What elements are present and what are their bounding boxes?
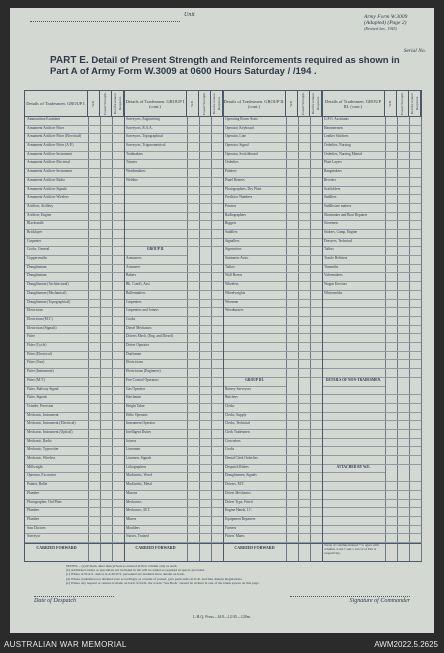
trade-row: Welders (124, 178, 223, 187)
trade-row: Machinists, Wood (124, 473, 223, 482)
trade-row: Textile Refitters (322, 256, 421, 265)
group-divider (322, 91, 323, 561)
trade-row: Surveyors, Trigonometrical (124, 143, 223, 152)
trade-row (322, 508, 421, 517)
trade-row (322, 317, 421, 326)
trade-row: Armament Artificer Fitter (25, 126, 124, 135)
trade-row: Artificer, Engine (25, 213, 124, 222)
trade-row: Grinder, Precision (25, 404, 124, 413)
trade-row: Helio Operator (124, 413, 223, 422)
trade-row: Cooks, General (25, 247, 124, 256)
trade-row: Fitter (Instrument) (25, 369, 124, 378)
trade-row: Butchers (223, 395, 322, 404)
trade-row: Operator, Signal (223, 143, 322, 152)
trade-row: Saw Doctors (25, 526, 124, 535)
group-divider (124, 91, 125, 561)
trade-row: Diesel Mechanics (124, 326, 223, 335)
trade-row: Leather Stitchers (322, 134, 421, 143)
column-header-text: W.E. (388, 100, 392, 107)
trade-row (124, 213, 223, 222)
trade-row: Wiremen (223, 300, 322, 309)
trade-row: Armament Artificer Instrument (25, 152, 124, 161)
trade-row: Draughtsman (Topographical) (25, 300, 124, 309)
trade-row: Electricians (124, 360, 223, 369)
group-subheading: ATTACHED BY W.E. (322, 465, 385, 474)
trade-row: Fitter, Railway Signal (25, 387, 124, 396)
trade-row: Plumber (25, 508, 124, 517)
trade-row: Instrument Operator (124, 421, 223, 430)
trade-row: Driver Operator (124, 343, 223, 352)
trade-row: Operator, Keyboard (223, 126, 322, 135)
trade-row: Drivers, M.T. (223, 482, 322, 491)
trade-row: Armourer (124, 265, 223, 274)
part-label: PART E. (50, 55, 89, 66)
trade-row: Wheelers (223, 282, 322, 291)
trade-row: Cooks (223, 447, 322, 456)
trade-row: Armament Artificer Fitter (A.P.) (25, 143, 124, 152)
trade-row: Fitter (Electrical) (25, 352, 124, 361)
trade-row: Concreters (223, 439, 322, 448)
column-header-we (286, 91, 298, 117)
form-title (50, 55, 410, 77)
trade-row: Rangetakers (322, 169, 421, 178)
trade-row: Orderlies, Nursing (322, 143, 421, 152)
trade-row: Engine Hands, I.C. (223, 508, 322, 517)
trade-row: Stokers, Camp, Engine (322, 230, 421, 239)
column-header-text: Posted Strength. (400, 92, 404, 115)
trade-row: Millwright (25, 465, 124, 474)
trade-row (124, 221, 223, 230)
trade-row: Drivers Mech. (Eng. and Diesel) (124, 334, 223, 343)
form-ref-line: Army Form W.3009 (364, 14, 408, 20)
trade-row: Farriers (223, 526, 322, 535)
column-header-text: Reinforcement Required. (310, 93, 320, 114)
trade-row (124, 230, 223, 239)
trade-row: Riggers (223, 221, 322, 230)
trade-row: Dressers, Technical (322, 239, 421, 248)
trade-row: Plate Layers (322, 160, 421, 169)
column-header-text: Reinforcement Required. (409, 93, 419, 114)
trade-row: Mechanic, Wireless (25, 456, 124, 465)
trade-row: Lithographers (124, 465, 223, 474)
trade-row: Electricians (Engineers) (124, 369, 223, 378)
trade-row: Armament Artificer Wireless (25, 195, 124, 204)
trade-row: Armament Artificer Instrument (25, 169, 124, 178)
trade-row: Draughtsman (25, 265, 124, 274)
group-subheading: GROUP III. (223, 378, 286, 387)
note-line: (e) Where any request or returns is made on back of form, the words "See Back" should be written in one of the blank spaces on this page. (66, 580, 260, 585)
trade-row: Fitter (Gun) (25, 360, 124, 369)
trade-row (322, 482, 421, 491)
trade-row (322, 300, 421, 309)
trade-row: Mechanic, Instrument (Electrical) (25, 421, 124, 430)
trade-row (322, 534, 421, 543)
form-document (10, 8, 434, 633)
trade-row: Fitters' Mates (223, 534, 322, 543)
trade-row: Miners (124, 517, 223, 526)
trade-row: Photographer, Ord Plate (25, 500, 124, 509)
trade-row: Clerks, Technical (223, 421, 322, 430)
trade-row (223, 317, 322, 326)
trade-row (223, 352, 322, 361)
trade-row: Operator, Switchboard (223, 152, 322, 161)
trade-row (223, 334, 322, 343)
trade-row (322, 447, 421, 456)
trade-row: Electrician (25, 308, 124, 317)
trade-row: Draughtsman (25, 273, 124, 282)
trade-row (322, 360, 421, 369)
trade-row (322, 430, 421, 439)
carried-forward-label: CARRIED FORWARD (135, 545, 176, 550)
trade-row (322, 343, 421, 352)
column-header-details: Details of Tradesmen. GROUP I (cont.) (124, 91, 187, 117)
note-line: (c) Where A.W.A.S. and/or A.A.M.W.S. personnel are detailed show details on back. (66, 572, 185, 577)
carried-forward-label: CARRIED FORWARD (234, 545, 275, 550)
group-subheading: GROUP II. (124, 247, 187, 256)
press-imprint: L.H.Q. Press—618—12/45—120m. (193, 614, 251, 619)
trade-row: Driver Mechanics (223, 491, 322, 500)
trade-row: Plumber (25, 491, 124, 500)
trade-row (322, 517, 421, 526)
trade-row: Turners (124, 160, 223, 169)
column-header-text: W.E. (289, 100, 293, 107)
trade-row: Linesmen (124, 447, 223, 456)
note-line: (d) Where tradesmen not detailed save accordingly as column of posted, give particulars in K.R. and Inst. Return Regulations. (66, 576, 243, 581)
trade-row: Operating Room Assts. (223, 117, 322, 126)
trade-row: Electrician (M.T.) (25, 317, 124, 326)
notes-section (66, 564, 406, 585)
strength-table (24, 90, 422, 562)
credit-right: AWM2022.5.2625 (374, 640, 438, 649)
trade-row: Bullermakers (124, 291, 223, 300)
trade-row: Wagon Erectors (322, 282, 421, 291)
signature-line (290, 596, 410, 597)
column-header-reinf (211, 91, 223, 117)
serial-label: Serial No. (403, 48, 426, 54)
trade-row: Blt. Cond'r, Asst. (124, 282, 223, 291)
trade-row: Armourers (124, 256, 223, 265)
trade-row (322, 352, 421, 361)
column-header-reinf (112, 91, 124, 117)
trade-row: Plumber (25, 517, 124, 526)
trade-row (124, 195, 223, 204)
trade-row: Printers (223, 204, 322, 213)
trade-row: Fitter (M.T.) (25, 378, 124, 387)
title-date: / /194 . (287, 66, 317, 77)
trade-row: Shoemaker and Boot Repairer (322, 213, 421, 222)
column-header-posted (397, 91, 409, 117)
column-header-details: Details of Tradesmen. GROUP III. (cont.) (322, 91, 385, 117)
credit-left: AUSTRALIAN WAR MEMORIAL (4, 640, 127, 649)
trade-row: Photographers, Dry Plate (223, 187, 322, 196)
trade-row: Carpenter (25, 239, 124, 248)
trade-row (223, 369, 322, 378)
column-header-we (385, 91, 397, 117)
trade-row: Riveters (322, 178, 421, 187)
trade-row: Fire Control Operators (124, 378, 223, 387)
trade-row: Painters (223, 169, 322, 178)
trade-row: Draughtsmen, Signals (223, 473, 322, 482)
trade-row: Radiographers (223, 213, 322, 222)
trade-row (322, 421, 421, 430)
column-header-details: Details of Tradesmen. GROUP I. (25, 91, 88, 117)
trade-row: Surveyors, Topographical (124, 134, 223, 143)
unit-label: Unit (184, 12, 195, 18)
trade-row: Scaffolders (322, 187, 421, 196)
form-reference (364, 14, 428, 32)
trade-row (322, 491, 421, 500)
trade-row: Whitesmiths (322, 291, 421, 300)
trade-row: Draughtsman (Architectural) (25, 282, 124, 291)
group-subheading: DETAILS OF NON-TRADESMEN. (322, 378, 385, 387)
trade-row: Driver Type, Fitted (223, 500, 322, 509)
column-header-reinf (409, 91, 421, 117)
trade-row: Fitter (Cycle) (25, 343, 124, 352)
trade-row (223, 360, 322, 369)
signature-of-commander: Signature of Commander (349, 598, 410, 604)
trade-row: Intelligent Duties (124, 430, 223, 439)
trade-row (322, 413, 421, 422)
trade-row: Stationers Assts. (223, 256, 322, 265)
note-line: (b) Additional trades or specialists not included in list will be added as required in spaces provided. (66, 568, 205, 573)
column-divider (421, 117, 422, 561)
trade-row: Storemen (322, 221, 421, 230)
trade-row: Tinsmiths (322, 265, 421, 274)
trade-row: G.P.O. Assistants (322, 117, 421, 126)
unit-line (30, 20, 180, 22)
trade-row: Surveyor (25, 534, 124, 543)
trade-row: Blacksmith (25, 221, 124, 230)
trade-row: Mechanics (124, 500, 223, 509)
form-ref-line: (Revised Jan., 1945) (364, 26, 397, 31)
trade-row: Mechanic, Typewriter (25, 447, 124, 456)
trade-row: Mechanics, M.T. (124, 508, 223, 517)
trade-row (322, 369, 421, 378)
trade-row: Clerks, Supply (223, 413, 322, 422)
trade-row: Painter, Ballet (25, 482, 124, 491)
trade-row: Height Taker (124, 404, 223, 413)
trade-row: Armament Artificer Fitter (Electrical) (25, 134, 124, 143)
trade-row (124, 204, 223, 213)
trade-row: Carpenters (124, 300, 223, 309)
date-of-despatch: Date of Despatch (34, 598, 76, 604)
trade-row: Moulders (124, 526, 223, 535)
trade-row: Gas Operator (124, 387, 223, 396)
trade-row (322, 334, 421, 343)
trade-row: Draftsmen (124, 352, 223, 361)
trade-row: Draughtsman (Mechanical) (25, 291, 124, 300)
note-line: NOTES.—(a) R mark other than private is entered in first column only as such. (66, 564, 178, 568)
trade-row: Fitter (25, 334, 124, 343)
column-header-we (187, 91, 199, 117)
trade-row: Ammunition Examiner (25, 117, 124, 126)
trade-row: Despatch Riders (223, 465, 322, 474)
column-header-posted (199, 91, 211, 117)
trade-row (322, 526, 421, 535)
group-divider (223, 91, 224, 561)
title-text: Detail of Present Strength and Reinforcements required as shown in Part A of Army Form W.3009 at 0600 Hours Saturday (50, 55, 400, 77)
trade-row (322, 500, 421, 509)
trade-row: Tailors (322, 247, 421, 256)
trade-row: Clerks (223, 404, 322, 413)
trade-row (223, 343, 322, 352)
trade-row: Nurses, Trained (124, 534, 223, 543)
trade-row: Panel Beaters (223, 178, 322, 187)
trade-row: Signwriters (223, 247, 322, 256)
trade-row: Clerk Tradesmen (223, 430, 322, 439)
form-ref-line: (Adapted) (Page 2) (364, 20, 407, 26)
trade-row: Coppersmiths (25, 256, 124, 265)
trade-row: Toolmakers (124, 152, 223, 161)
trade-row (322, 404, 421, 413)
trade-row: Orderlies (223, 160, 322, 169)
trade-row: Fitter, Signals (25, 395, 124, 404)
column-header-text: Posted Strength. (202, 92, 206, 115)
trade-row: Machinists, Metal (124, 482, 223, 491)
column-header-text: Posted Strength. (103, 92, 107, 115)
trade-row: Armament Artificer Radio (25, 178, 124, 187)
trade-row: Dental Clerk Orderlies (223, 456, 322, 465)
trade-row: Linemen, Signals (124, 456, 223, 465)
column-header-text: Posted Strength. (301, 92, 305, 115)
trade-row: Electrician (Signals) (25, 326, 124, 335)
trade-row (322, 439, 421, 448)
trade-row: Bricklayer (25, 230, 124, 239)
column-header-text: Reinforcement Required. (112, 93, 122, 114)
trade-row (322, 473, 421, 482)
trade-row (322, 326, 421, 335)
column-header-we (88, 91, 100, 117)
column-header-text: Reinforcement Required. (211, 93, 221, 114)
trade-row (322, 308, 421, 317)
trade-row: Orderlies, Nursing Mental (322, 152, 421, 161)
totals-note: Totals of columns marked * to agree with columns 4 and 7 and 1 and 12 of Part A respectively. (324, 543, 379, 555)
trade-row: Hammermen (322, 126, 421, 135)
column-header-reinf (310, 91, 322, 117)
trade-row: Mechanic, Instrument (Optical) (25, 430, 124, 439)
trade-row (124, 239, 223, 248)
trade-row: Operator, Excavator (25, 473, 124, 482)
despatch-line (34, 596, 114, 597)
trade-row: Bakers (124, 273, 223, 282)
carried-forward-rule (25, 543, 421, 544)
trade-row: Surveyors, Engineering (124, 117, 223, 126)
column-header-posted (100, 91, 112, 117)
trade-row: Equipment Repairers (223, 517, 322, 526)
column-header-posted (298, 91, 310, 117)
trade-row: Mechanic, Radio (25, 439, 124, 448)
trade-row: Mechanic, Instrument (25, 413, 124, 422)
trade-row: Carpenters and Joiners (124, 308, 223, 317)
trade-row (322, 387, 421, 396)
trade-row: Operator, Line (223, 134, 322, 143)
trade-row: Armament Artificer Electrical (25, 160, 124, 169)
trade-row: Cooks (124, 317, 223, 326)
trade-row (322, 456, 421, 465)
trade-row: Saddlers (223, 230, 322, 239)
trade-row: Surveyors, R.A.A. (124, 126, 223, 135)
trade-row: Battery Surveyors (223, 387, 322, 396)
trade-row: Saddlecase makers (322, 204, 421, 213)
trade-row: Wall Borers (223, 273, 322, 282)
trade-row: Wheelwrights (223, 291, 322, 300)
trade-row: Tailors (223, 265, 322, 274)
trade-row: Signallers (223, 239, 322, 248)
trade-row: Woodturners (223, 308, 322, 317)
trade-row: Armament Artificer Signals (25, 187, 124, 196)
trade-row: Joiners (124, 439, 223, 448)
column-header-text: W.E. (91, 100, 95, 107)
trade-row: Hatchman (124, 395, 223, 404)
trade-row: Artificer, Artillery (25, 204, 124, 213)
trade-row (223, 326, 322, 335)
trade-row (322, 395, 421, 404)
trade-row: Predictor Numbers (223, 195, 322, 204)
column-header-details: Details of Tradesmen. GROUP II. (cont.) (223, 91, 286, 117)
trade-row: Saddlers (322, 195, 421, 204)
carried-forward-label: CARRIED FORWARD (36, 545, 77, 550)
trade-row (124, 187, 223, 196)
trade-row: Watchmakers (124, 169, 223, 178)
column-header-text: W.E. (190, 100, 194, 107)
trade-row: Valvemakers (322, 273, 421, 282)
trade-row: Masons (124, 491, 223, 500)
